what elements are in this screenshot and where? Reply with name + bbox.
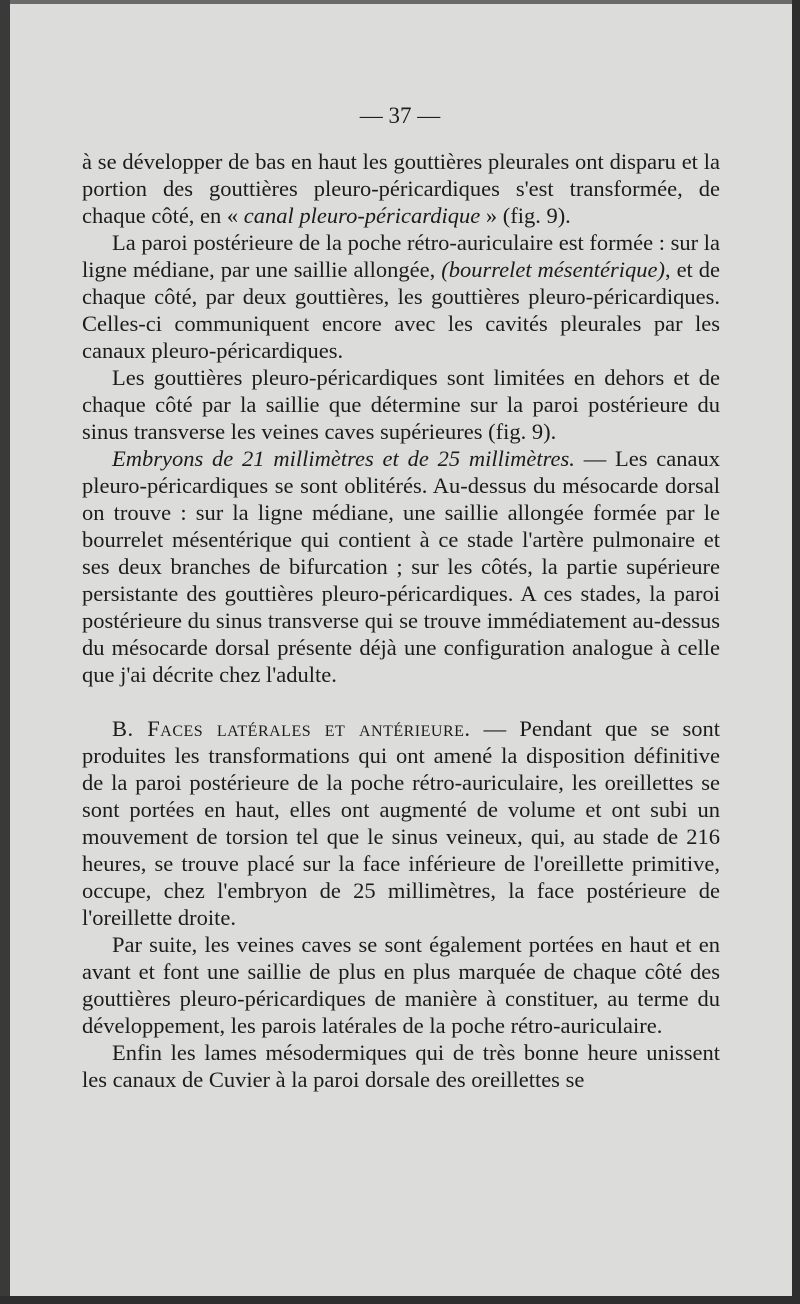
scan-edge-bottom	[0, 1296, 800, 1304]
paragraph-1-end: » (fig. 9).	[480, 203, 571, 228]
paragraph-7: Enfin les lames mésodermiques qui de très bonne heure unissent les canaux de Cuvier à la paroi dorsale des oreillettes se	[82, 1040, 720, 1092]
body-text	[82, 148, 720, 1093]
paragraph-5-text: — Pendant que se sont produites les transformations qui ont amené la disposition définitive de la paroi postérieure de la poche rétro-auriculaire, les oreillettes se sont portées en haut, elles ont augmenté de volume et ont subi un mouvement de torsion tel que le sinus veineux, qui, au stade de 216 heures, se trouve placé sur la face inférieure de l'oreillette primitive, occupe, chez l'embryon de 25 millimètres, la face postérieure de l'oreillette droite.	[82, 716, 721, 930]
paragraph-2-italic: (bourrelet mésentérique)	[441, 257, 666, 282]
paragraph-3: Les gouttières pleuro-péricardiques sont limitées en dehors et de chaque côté par la saillie que détermine sur la paroi postérieure du sinus transverse les veines caves supérieures (fig. 9).	[82, 365, 720, 444]
paragraph-1-italic: canal pleuro-péricardique	[243, 203, 481, 228]
paragraph-4-text: — Les canaux pleuro-péricardiques se sont oblitérés. Au-dessus du mésocarde dorsal on trouve : sur la ligne médiane, une saillie allongée formée par le bourrelet mésentérique qui contient à ce stade l'artère pulmonaire et ses deux branches de bifurcation ; sur les côtés, la partie supérieure persistante des gouttières pleuro-péricardiques. A ces stades, la paroi postérieure du sinus transverse qui se trouve immédiatement au-dessus du mésocarde dorsal présente déjà une configuration analogue à celle que j'ai décrite chez l'adulte.	[82, 446, 720, 687]
page-number: — 37 —	[359, 103, 441, 128]
paragraph-2-end: , et de chaque côté, par deux gouttières, les gouttières pleuro-péricardiques. Celles-ci communiquent encore avec les cavités pleurales par les canaux pleuro-péricardiques.	[82, 257, 720, 363]
scan-edge-right	[792, 0, 800, 1304]
scan-edge-top	[0, 0, 800, 4]
section-heading: B. Faces latérales et antérieure.	[112, 716, 471, 741]
paragraph-2-text: La paroi postérieure de la poche rétro-auriculaire est formée : sur la ligne médiane, par une saillie allongée,	[82, 230, 720, 282]
paragraph-4	[82, 445, 720, 688]
paragraph-6: Par suite, les veines caves se sont également portées en haut et en avant et font une saillie de plus en plus marquée de chaque côté des gouttières pleuro-péricardiques de manière à constituer, au terme du développement, les parois latérales de la poche rétro-auriculaire.	[82, 932, 720, 1038]
paragraph-1	[82, 148, 720, 229]
paragraph-1-text: à se développer de bas en haut les gouttières pleurales ont disparu et la portion des gouttières pleuro-péricardiques s'est transformée, de chaque côté, en «	[82, 149, 720, 228]
paragraph-4-heading: Embryons de 21 millimètres et de 25 millimètres.	[112, 446, 575, 471]
paragraph-5	[82, 715, 720, 931]
scan-edge-left	[0, 0, 10, 1304]
paragraph-2	[82, 229, 720, 364]
